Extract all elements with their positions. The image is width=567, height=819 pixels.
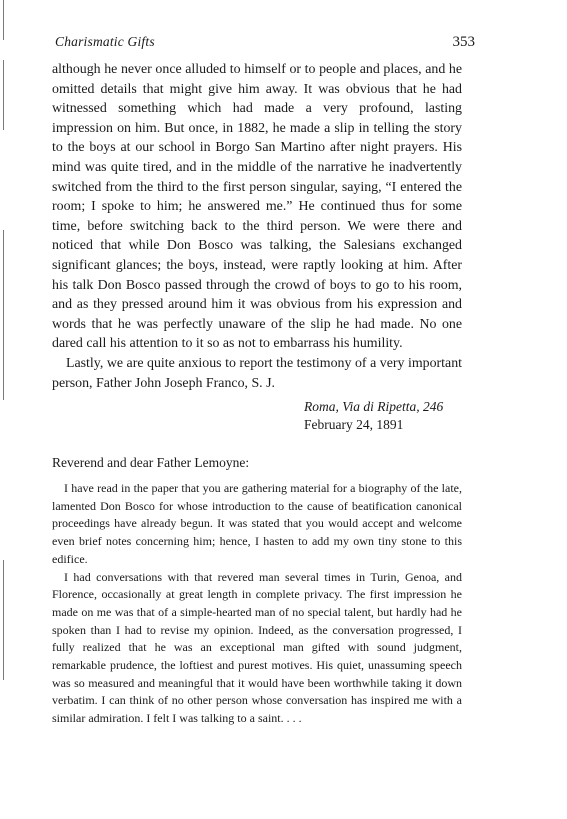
letter-body xyxy=(52,480,462,728)
page-number: 353 xyxy=(452,34,475,50)
margin-rule-lower xyxy=(3,560,4,680)
letter-dateline xyxy=(304,398,443,434)
letter-paragraph: I have read in the paper that you are gathering material for a biography of the late, lamented Don Bosco for whose introduction to the cause of beatification canonical proceedings have already begun. It was stated that you would accept and welcome even brief notes concerning him; hence, I hasten to add my own tiny stone to this edifice. xyxy=(52,481,462,566)
letter-salutation: Reverend and dear Father Lemoyne: xyxy=(52,455,250,470)
margin-rule-middle xyxy=(3,230,4,400)
letter-place: Roma, Via di Ripetta, 246 xyxy=(304,399,444,414)
body-paragraph: although he never once alluded to himself or to people and places, and he omitted details that might give him away. It was obvious that he had witnessed something which had made a very profound, lasting impression on him. But once, in 1882, he made a slip in telling the story to the boys at our school in Borgo San Martino after night prayers. His mind was quite tired, and in the middle of the narrative he inadvertently switched from the third to the first person singular, saying, “I entered the room; I spoke to him; he answered me.” He continued thus for some time, before switching back to the third person. We were there and noticed that while Don Bosco was talking, the Salesians exchanged significant glances; the boys, instead, were raptly looking at him. After his talk Don Bosco passed through the crowd of boys to go to his room, and as they pressed around him it was obvious from his expression and words that he was perfectly unaware of the slip he had made. No one dared call his attention to it so as not to embarrass his humility. xyxy=(52,62,462,352)
page-header xyxy=(55,28,475,52)
main-text xyxy=(52,60,462,393)
running-title: Charismatic Gifts xyxy=(55,34,155,49)
margin-rule-upper xyxy=(3,60,4,130)
margin-rule-top xyxy=(3,0,4,40)
letter-paragraph: I had conversations with that revered man several times in Turin, Genoa, and Florence, occasionally at great length in complete privacy. The first impression he made on me was that of a simple-hearted man of no special talent, but hardly had he spoken than I had to revise my opinion. Indeed, as the conversation progressed, I fully realized that he was an exceptional man gifted with sound judgment, remarkable prudence, the loftiest and purest motives. His quiet, unassuming speech was so measured and meaningful that it would have been worthwhile taking it down verbatim. I can think of no other person whose conversation has inspired me with a similar admiration. I felt I was talking to a saint. . . . xyxy=(52,569,462,726)
letter-date: February 24, 1891 xyxy=(304,417,404,432)
body-paragraph: Lastly, we are quite anxious to report the testimony of a very important person, Father John Joseph Franco, S. J. xyxy=(52,355,462,391)
